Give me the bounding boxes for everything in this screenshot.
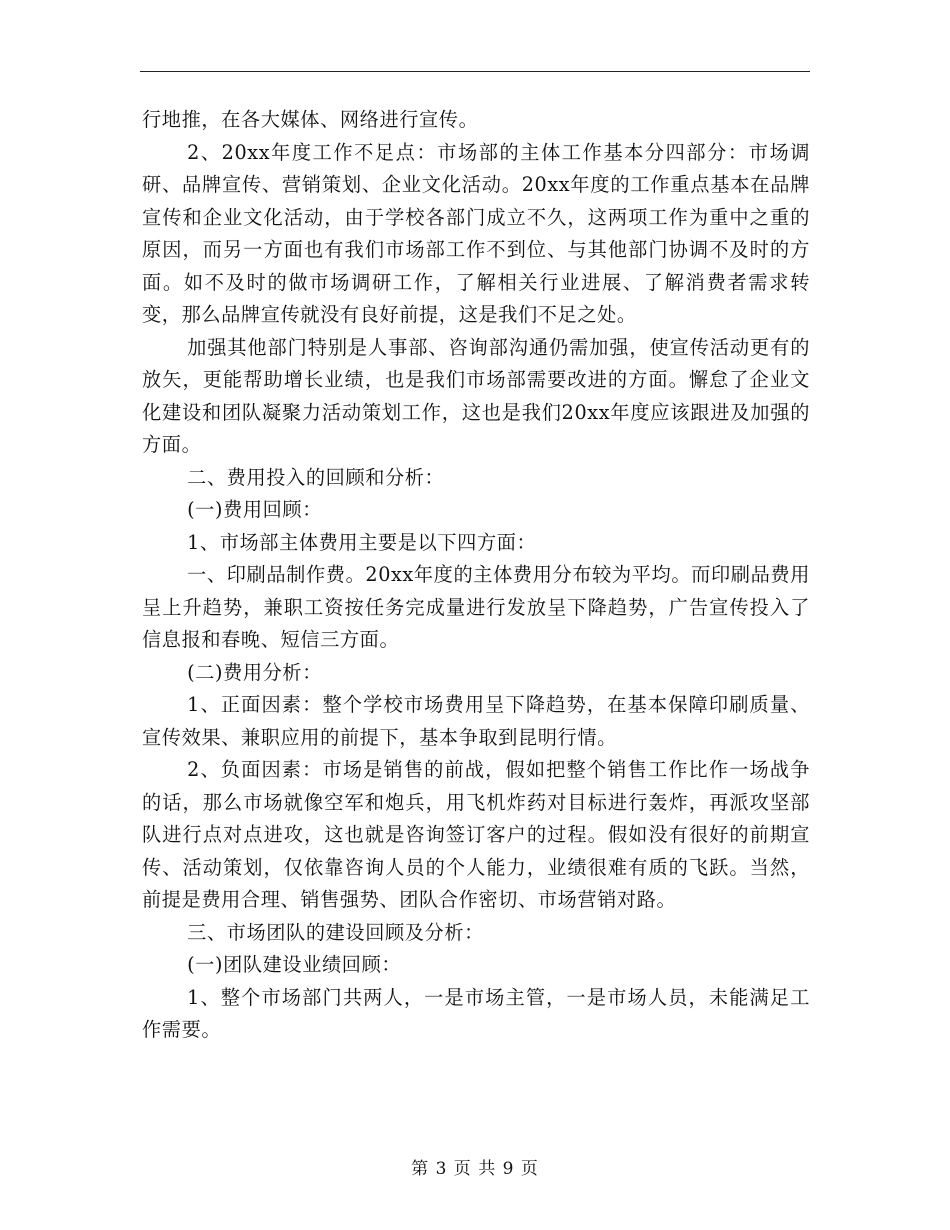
paragraph: 1、市场部主体费用主要是以下四方面： [187, 530, 537, 554]
paragraph: 2、负面因素：市场是销售的前战，假如把整个销售工作比作一场战争的话，那么市场就像空军和炮兵，用飞机炸药对目标进行轰炸，再派攻坚部队进行点对点进攻，这也就是咨询签订客户的过程。假如没有很好的前期宣传、活动策划，仅依靠咨询人员的个人能力，业绩很难有质的飞跃。当然，前提是费用合理、销售强势、团队合作密切、市场营销对路。 [142, 758, 810, 911]
paragraph: (二)费用分析： [187, 660, 323, 684]
paragraph: 1、正面因素：整个学校市场费用呈下降趋势，在基本保障印刷质量、宣传效果、兼职应用的前提下，基本争取到昆明行情。 [142, 693, 810, 749]
paragraph: 二、费用投入的回顾和分析： [187, 465, 445, 489]
document-body [142, 104, 810, 1047]
paragraph: (一)团队建设业绩回顾： [187, 953, 402, 976]
paragraph: 行地推，在各大媒体、网络进行宣传。 [142, 108, 479, 131]
header-rule [140, 71, 810, 72]
paragraph: 三、市场团队的建设回顾及分析： [187, 920, 484, 944]
paragraph: 1、整个市场部门共两人，一是市场主管，一是市场人员，未能满足工作需要。 [142, 985, 810, 1041]
paragraph: 2、20xx年度工作不足点：市场部的主体工作基本分四部分：市场调研、品牌宣传、营销策划、企业文化活动。20xx年度的工作重点基本在品牌宣传和企业文化活动，由于学校各部门成立不久，这两项工作为重中之重的原因，而另一方面也有我们市场部工作不到位、与其他部门协调不及时的方面。如不及时的做市场调研工作，了解相关行业进展、了解消费者需求转变，那么品牌宣传就没有良好前提，这是我们不足之处。 [142, 140, 810, 326]
paragraph: 一、印刷品制作费。20xx年度的主体费用分布较为平均。而印刷品费用呈上升趋势，兼职工资按任务完成量进行发放呈下降趋势，广告宣传投入了信息报和春晚、短信三方面。 [142, 563, 810, 651]
paragraph: 加强其他部门特别是人事部、咨询部沟通仍需加强，使宣传活动更有的放矢，更能帮助增长业绩，也是我们市场部需要改进的方面。懈怠了企业文化建设和团队凝聚力活动策划工作，这也是我们20xx年度应该跟进及加强的方面。 [142, 335, 810, 456]
paragraph: (一)费用回顾： [187, 498, 323, 521]
page-footer: 第 3 页 共 9 页 [411, 1159, 539, 1179]
